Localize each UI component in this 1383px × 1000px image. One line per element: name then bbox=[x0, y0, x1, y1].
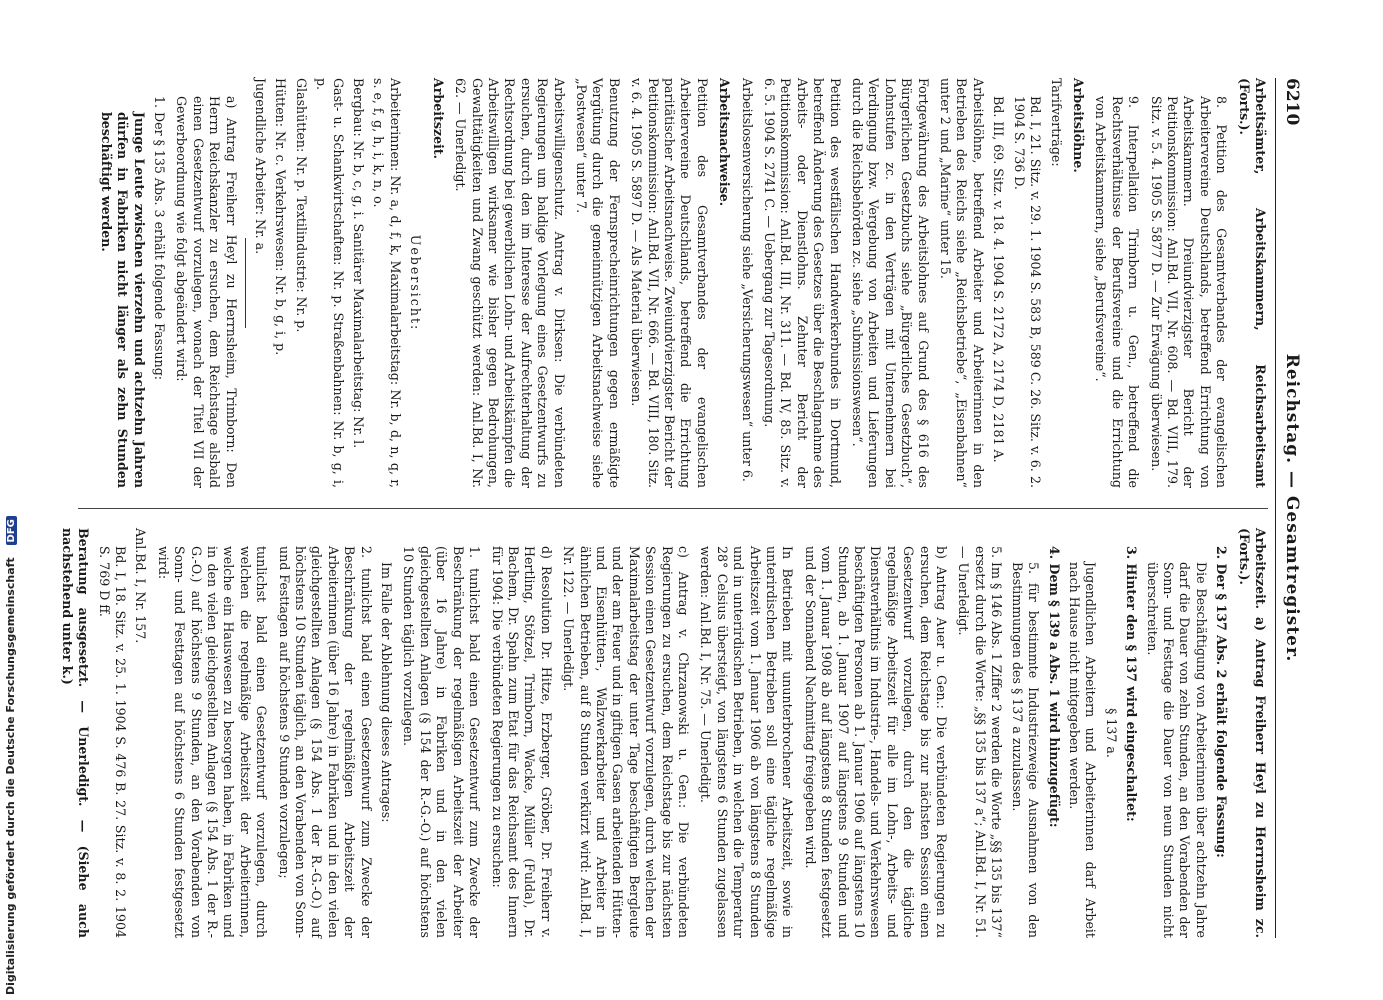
entry-reference: Bd. I, 18. Sitz. v. 25. 1. 1904 S. 476 B. 27. Sitz. v. 8. 2. 1904 S. 769 D ff. bbox=[96, 546, 128, 938]
entry-paragraph: 2. tunlichst bald einen Gesetzentwurf zum Zwecke der Beschränkung der regelmäßigen Arbeitszeit der Arbeiterinnen (über 16 Jahre) in Fabriken und in den vielen gleichgestellten Anlagen (§ 154 Abs. 1 der R.-G.-O.) auf höchstens 10 Stunden täglich, an den Vorabenden von Sonn- und Festtagen auf höchstens 9 Stunden vorzulegen; bbox=[276, 546, 374, 938]
right-column bbox=[59, 528, 1268, 938]
entry-reference: Bd. III, 69. Sitz. v. 18. 4. 1904 S. 2172 A, 2174 D, 2181 A. bbox=[991, 96, 1007, 463]
overview-line: Jugendliche Arbeiter: Nr. a. bbox=[253, 78, 269, 255]
divider bbox=[245, 238, 246, 328]
entry-paragraph: Arbeitswilligenschutz. Antrag v. Dirksen: Die verbündeten Regierungen um baldige Vorlegung eines Gesetzentwurfs zu ersuchen, durch den im Interesse der Aufrechterhaltung der Rechtsordnung bei gewerblichen Lohn- und Arbeitskämpfen die Arbeitswilligen wirksamer wie bisher gegen Bedrohungen, Gewalttätigkeiten und Zwang geschützt werden: Anl.Bd. I, Nr. 62. — Unerledigt. bbox=[453, 78, 567, 488]
page-header bbox=[1275, 78, 1302, 938]
entry-heading: Arbeitslöhne. bbox=[1070, 78, 1086, 173]
entry-status: Beratung ausgesetzt. — Unerledigt. — (Siehe auch nachstehend unter k.) bbox=[59, 528, 92, 938]
text-columns bbox=[59, 78, 1268, 938]
entry-heading: Arbeitsnachweise. bbox=[717, 78, 733, 207]
section-sign: § 137 a. bbox=[1103, 708, 1119, 758]
entry-quote: Junge Leute zwischen vierzehn und achtzehn Jahren dürfen in Fabriken nicht länger als zehn Stunden beschäftigt werden. bbox=[98, 112, 147, 488]
entry-paragraph: 1. tunlichst bald einen Gesetzentwurf zum Zwecke der Beschränkung der regelmäßigen Arbeitszeit der Arbeiter (über 16 Jahre) in Fabriken und in den vielen gleichgestellten Anlagen (§ 154 der R.-G.-O.) auf höchstens 10 Stunden täglich vorzulegen. bbox=[401, 546, 483, 938]
overview-line: Arbeiterinnen: Nr. a, d, f, k, Maximalarbeitstag: Nr. b, d, n, q, r, s. e, f, g, h, i, k, n, o. bbox=[371, 78, 403, 488]
entry-paragraph: b) Antrag Auer u. Gen.: Die verbündeten Regierungen zu ersuchen, dem Reichstage bis zur nächsten Session einen Gesetzentwurf vorzulegen, durch den die tägliche regelmäßige Arbeitszeit für alle im Lohn-, Arbeits- und Dienstverhältnis im Industrie-, Handels- und Verkehrswesen beschäftigten Personen ab 1. Januar 1906 auf längstens 10 Stunden, ab 1. Januar 1907 auf längstens 9 Stunden und vom 1. Januar 1908 ab auf längstens 8 Stunden festgesetzt und der Sonnabend Nachmittag freigegeben wird. bbox=[802, 546, 950, 938]
entry-paragraph: 3. Hinter den § 137 wird eingeschaltet: bbox=[1124, 546, 1140, 822]
entry-subheading: Tarifverträge: bbox=[1048, 78, 1064, 167]
entry-paragraph: Im Falle der Ablehnung dieses Antrages: bbox=[379, 562, 395, 823]
entry-paragraph: 8. Petition des Gesamtverbandes der evangelischen Arbeitervereine Deutschlands, betreffend Errichtung von Arbeitskammern. Dreiundvierzigster Bericht der Petitionskommission: Anl.Bd. VII, Nr. 608. — Bd. VIII, 179. Sitz. v. 5. 4. 1905 S. 5877 D. — Zur Erwägung überwiesen. bbox=[1148, 96, 1230, 488]
entry-paragraph: 2. Der § 137 Abs. 2 erhält folgende Fassung: bbox=[1214, 546, 1230, 858]
entry-heading: Arbeitszeit. a) Antrag Freiherr Heyl zu Herrnsheim zc. (Forts.). bbox=[1236, 528, 1268, 938]
entry-heading: Arbeitszeit. bbox=[430, 78, 446, 160]
overview-line: Bergbau: Nr. b, c, g, i. Sanitärer Maximalarbeitstag: Nr. l. bbox=[351, 78, 367, 449]
credit-text: Digitalisierung gefördert durch die Deutsche Forschungsgemeinschaft bbox=[4, 557, 17, 995]
entry-heading: Arbeitsämter, Arbeitskammern, Reichsarbeitsamt (Forts.). bbox=[1236, 78, 1268, 488]
digitization-credit-strip bbox=[0, 0, 26, 1000]
overview-line: Glashütten: Nr. p. Textilindustrie: Nr. p. bbox=[293, 78, 309, 333]
entry-paragraph: Petition des westfälischen Handwerkerbundes in Dortmund, betreffend Änderung des Gesetzes über die Beschlagnahme des Arbeits- oder Dienstlohns. Zehnter Bericht der Petitionskommission: Anl.Bd. III, Nr. 311. — Bd. IV, 85. Sitz. v. 6. 5. 1904 S. 2741 C. — Uebergang zur Tagesordnung. bbox=[762, 78, 843, 488]
entry-paragraph: 4. Dem § 139 a Abs. 1 wird hinzugefügt: bbox=[1046, 546, 1062, 828]
entry-reference: Bd. I, 21. Sitz. v. 29. 1. 1904 S. 583 B, 589 C. 26. Sitz. v. 6. 2. 1904 S. 736 D. bbox=[1011, 96, 1044, 488]
overview-line: Gast- u. Schankwirtschaften: Nr. p. Straßenbahnen: Nr. b, g, i, p. bbox=[314, 78, 346, 488]
entry-quote: Die Beschäftigung von Arbeiterinnen über achtzehn Jahre darf die Dauer von zehn Stunden, an den Vorabenden der Sonn- und Festtage die Dauer von neun Stunden nicht überschreiten. bbox=[1144, 562, 1209, 938]
digitization-credit bbox=[4, 15, 22, 995]
entry-paragraph: a) Antrag Freiherr Heyl zu Herrnsheim, Trimborn: Den Herrn Reichskanzler zu ersuchen, dem Reichstage alsbald einen Gesetzentwurf vorzulegen, wonach der Titel VII der Gewerbeordnung wie folgt abgeändert wird: bbox=[174, 96, 239, 488]
left-column bbox=[78, 78, 1268, 488]
dfg-logo: DFG bbox=[6, 516, 17, 545]
entry-paragraph: c) Antrag v. Chrzanowski u. Gen.: Die verbündeten Regierungen zu ersuchen, dem Reichstage bis zur nächsten Session einen Gesetzentwurf vorzulegen, durch welchen der Maximalarbeitstag der unter Tage beschäftigten Bergleute und der am Feuer und in giftigen Gasen arbeitenden Hütten- und Eisenhütten-, Walzwerkarbeiter und Arbeiter in ähnlichen Betrieben, auf 8 Stunden verkürzt wird: Anl.Bd. I, Nr. 122. — Unerledigt. bbox=[561, 546, 691, 938]
entry-paragraph: 5. Im § 146 Abs. 1 Ziffer 2 werden die Worte „§§ 135 bis 137“ ersetzt durch die Worte: „§§ 135 bis 137 a“; Anl.Bd. I, Nr. 51. — Unerledigt. bbox=[956, 546, 1005, 938]
entry-paragraph: Petition des Gesamtverbandes der evangelischen Arbeitervereine Deutschlands, betreffend die Errichtung paritätischer Arbeitsnachweise. Zweiundvierzigster Bericht der Petitionskommission: Anl.Bd. VII, Nr. 666. — Bd. VIII, 180. Sitz. v. 6. 4. 1905 S. 5897 D. — Als Material überwiesen. bbox=[629, 78, 710, 488]
column-divider bbox=[78, 508, 1268, 509]
scanned-page bbox=[50, 0, 1340, 1000]
entry-paragraph: 9. Interpellation Trimborn u. Gen., betreffend die Rechtsverhältnisse der Berufsvereine und die Errichtung von Arbeitskammern, siehe „Berufsvereine“. bbox=[1093, 96, 1142, 488]
entry-paragraph: In Betrieben mit ununterbrochener Arbeitszeit, sowie in unterirdischen Betrieben soll eine tägliche regelmäßige Arbeitszeit vom 1. Januar 1906 ab von längstens 8 Stunden und in unterirdischen Betrieben, in welchen die Temperatur 28° Celsius übersteigt, von längstens 6 Stunden zugelassen werden: Anl.Bd. I, Nr. 75. — Unerledigt. bbox=[698, 546, 796, 938]
entry-paragraph: Benutzung der Fernsprecheinrichtungen gegen ermäßigte Vergütung durch die gemeinnützigen Arbeitsnachweise siehe „Postwesen“ unter 7. bbox=[573, 78, 622, 488]
entry-paragraph: Arbeitslöhne, betreffend Arbeiter und Arbeiterinnen in den Betrieben des Reichs siehe „Reichsbetriebe“, „Eisenbahnen“ unter 2 und „Marine“ unter 15. bbox=[938, 78, 986, 488]
entry-paragraph: Fortgewährung des Arbeitslohnes auf Grund des § 616 des Bürgerlichen Gesetzbuchs siehe „Bürgerliches Gesetzbuch“, Lohnstufen zc. in den Verträgen mit Unternehmern bei Verdingung bzw. Vergebung von Arbeiten und Lieferungen durch die Reichsbehörden zc. siehe „Submissionswesen“. bbox=[850, 78, 931, 488]
overview-heading: Uebersicht: bbox=[408, 234, 424, 332]
entry-reference: Anl.Bd. I, Nr. 157. bbox=[133, 528, 149, 644]
entry-paragraph: 1. Der § 135 Abs. 3 erhält folgende Fassung: bbox=[152, 96, 168, 381]
page-number: 6210 bbox=[1282, 78, 1302, 126]
running-head: Reichstag. — Gesamtregister. bbox=[1282, 353, 1302, 663]
entry-quote: Jugendlichen Arbeitern und Arbeiterinnen darf Arbeit nach Hause nicht mitgegeben werden. bbox=[1066, 562, 1099, 938]
entry-paragraph: d) Resolution Dr. Hitze, Erzberger, Gröber, Dr. Freiherr v. Hertling, Stötzel, Trimborn, Wacke, Müller (Fulda), Dr. Bachem, Dr. Spahn zum Etat für das Reichsamt des Innern für 1904: Die verbündeten Regierungen zu ersuchen: bbox=[489, 546, 554, 938]
entry-quote: 5. für bestimmte Industriezweige Ausnahmen von den Bestimmungen des § 137 a zuzulassen. bbox=[1009, 562, 1042, 938]
entry-paragraph: tunlichst bald einen Gesetzentwurf vorzulegen, durch welchen die regelmäßige Arbeitszeit der Arbeiterinnen, welche ein Hauswesen zu besorgen haben, in Fabriken und in den vielen gleichgestellten Anlagen (§ 154 Abs. 1 der R.-G.-O.) auf höchstens 9 Stunden, an den Vorabenden von Sonn- und Festtagen auf höchstens 6 Stunden festgesetzt wird: bbox=[155, 546, 270, 938]
entry-paragraph: Arbeitslosenversicherung siehe „Versicherungswesen“ unter 6. bbox=[739, 78, 755, 482]
overview-line: Hütten: Nr. c. Verkehrswesen: Nr. b, g, i, p. bbox=[273, 78, 289, 356]
